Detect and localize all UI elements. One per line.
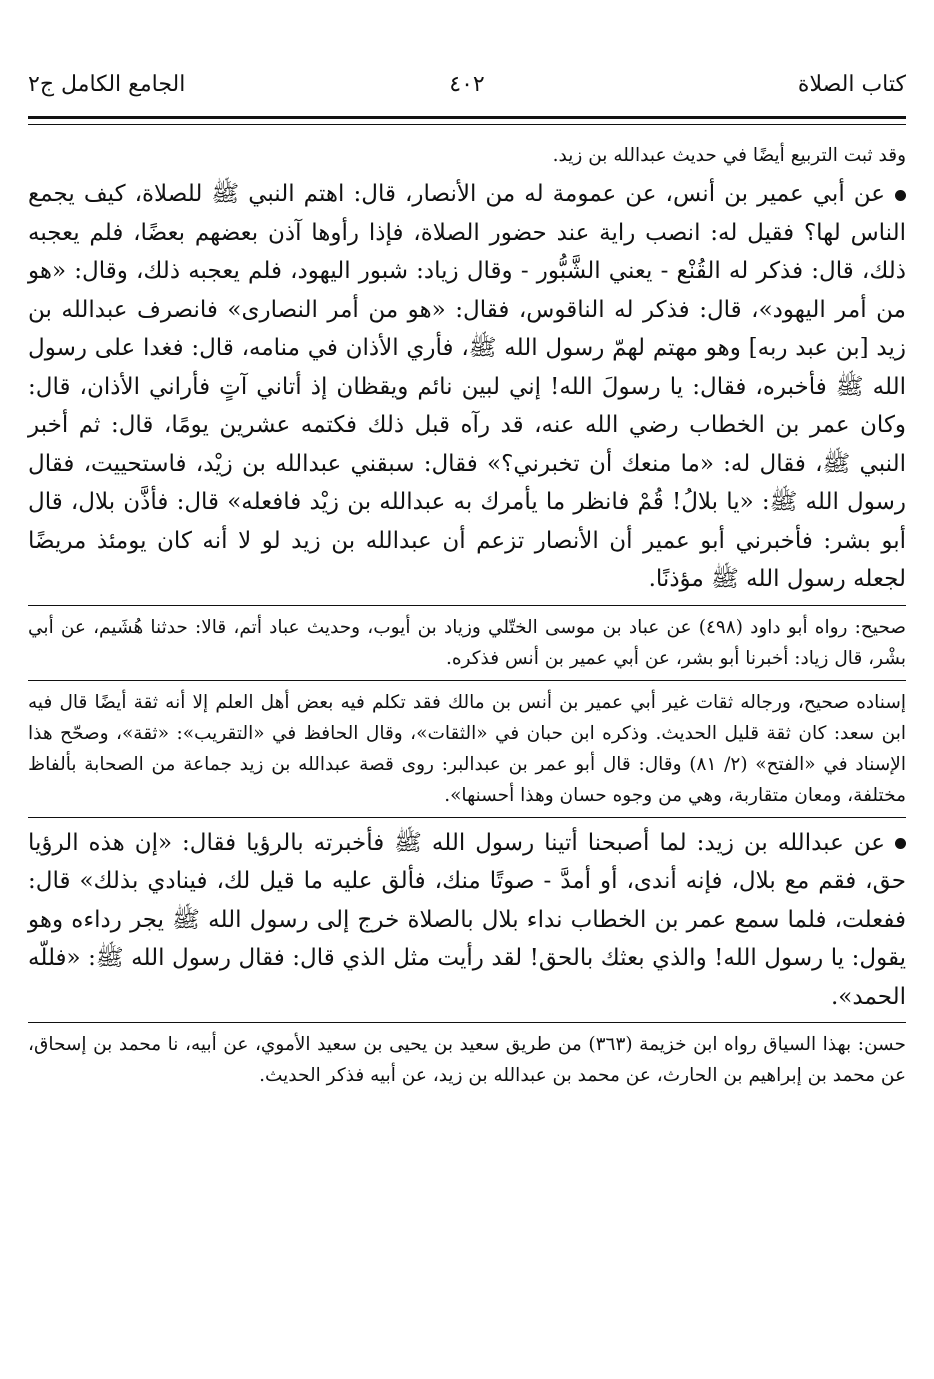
bullet-icon	[895, 838, 906, 849]
header-rule-thin	[28, 124, 906, 125]
hadith-2-takhrij: حسن: بهذا السياق رواه ابن خزيمة (٣٦٣) من طريق سعيد بن يحيى بن سعيد الأموي، عن أبيه، نا محمد بن إسحاق، عن محمد بن إبراهيم بن الحارث، عن محمد بن عبدالله بن زيد، عن أبيه فذكر الحديث.	[28, 1034, 906, 1086]
book-page	[28, 0, 906, 1379]
hadith-2-text: عن عبدالله بن زيد: لما أصبحنا أتينا رسول الله ﷺ فأخبرته بالرؤيا فقال: «إن هذه الرؤيا حق، فقم مع بلال، فإنه أندى، أو أمدَّ - صوتًا منك، فألق عليه ما قيل لك، فينادي بذلك» قال: ففعلت، فلما سمع عمر بن الخطاب نداء بلال بالصلاة خرج إلى رسول الله ﷺ يجر رداءه وهو يقول: يا رسول الله! والذي بعثك بالحق! لقد رأيت مثل الذي قال: فقال رسول الله ﷺ: «فللّه الحمد».	[28, 829, 906, 1010]
hadith-1-takhrij-2: إسناده صحيح، ورجاله ثقات غير أبي عمير بن أنس بن مالك فقد تكلم فيه بعض أهل العلم إلا أنه ثقة أيضًا قال فيه ابن سعد: كان ثقة قليل الحديث. وذكره ابن حبان في «الثقات»، وقال الحافظ في «التقريب»: «ثقة»، وصحّح هذا الإسناد في «الفتح» (٢/ ٨١) وقال: قال أبو عمر بن عبدالبر: روى قصة عبدالله بن زيد جماعة من الصحابة بألفاظ مختلفة، ومعان متقاربة، وهي من وجوه حسان وهذا أحسنها».	[28, 691, 906, 806]
running-header	[28, 72, 906, 112]
hadith-1-takhrij-1: صحيح: رواه أبو داود (٤٩٨) عن عباد بن موسى الختّلي وزياد بن أيوب، وحديث عباد أتم، قالا: حدثنا هُشَيم، عن أبي بشْر، قال زياد: أخبرنا أبو بشر، عن أبي عمير بن أنس فذكره.	[28, 616, 906, 669]
separator-line	[28, 817, 906, 818]
hadith-2	[28, 824, 906, 1017]
separator-line	[28, 605, 906, 606]
hadith-1	[28, 175, 906, 599]
intro-line: وقد ثبت التربيع أيضًا في حديث عبدالله بن زيد.	[552, 145, 906, 166]
hadith-1-text: عن أبي عمير بن أنس، عن عمومة له من الأنصار، قال: اهتم النبي ﷺ للصلاة، كيف يجمع الناس لها؟ فقيل له: انصب راية عند حضور الصلاة، فإذا رأوها آذن بعضهم بعضًا، فلم يعجبه ذلك، قال: فذكر له القُنْع - يعني الشَّبُّور - وقال زياد: شبور اليهود، فلم يعجبه ذلك، وقال: «هو من أمر اليهود»، قال: فذكر له الناقوس، فقال: «هو من أمر النصارى» فانصرف عبدالله بن زيد [بن عبد ربه] وهو مهتم لهمّ رسول الله ﷺ، فأري الأذان في منامه، قال: فغدا على رسول الله ﷺ فأخبره، فقال: يا رسولَ الله! إني لبين نائم ويقظان إذ أتاني آتٍ فأراني الأذان، قال: وكان عمر بن الخطاب رضي الله عنه، قد رآه قبل ذلك فكتمه عشرين يومًا، قال: ثم أخبر النبي ﷺ، فقال له: «ما منعك أن تخبرني؟» فقال: سبقني عبدالله بن زيْد، فاستحييت، فقال رسول الله ﷺ: «يا بلالُ! قُمْ فانظر ما يأمرك به عبدالله بن زيْد فافعله» قال: فأذَّن بلال، قال أبو بشر: فأخبرني أبو عمير أن الأنصار تزعم أن عبدالله بن زيد لو لا أنه كان يومئذ مريضًا لجعله رسول الله ﷺ مؤذنًا.	[28, 181, 906, 592]
page-content	[28, 140, 906, 1091]
chapter-title: كتاب الصلاة	[797, 72, 906, 97]
header-rule-thick	[28, 116, 906, 119]
page-number: ٤٠٢	[449, 72, 485, 97]
separator-line	[28, 1022, 906, 1023]
book-title: الجامع الكامل ج٢	[28, 72, 186, 97]
bullet-icon	[895, 190, 906, 201]
separator-line	[28, 680, 906, 681]
